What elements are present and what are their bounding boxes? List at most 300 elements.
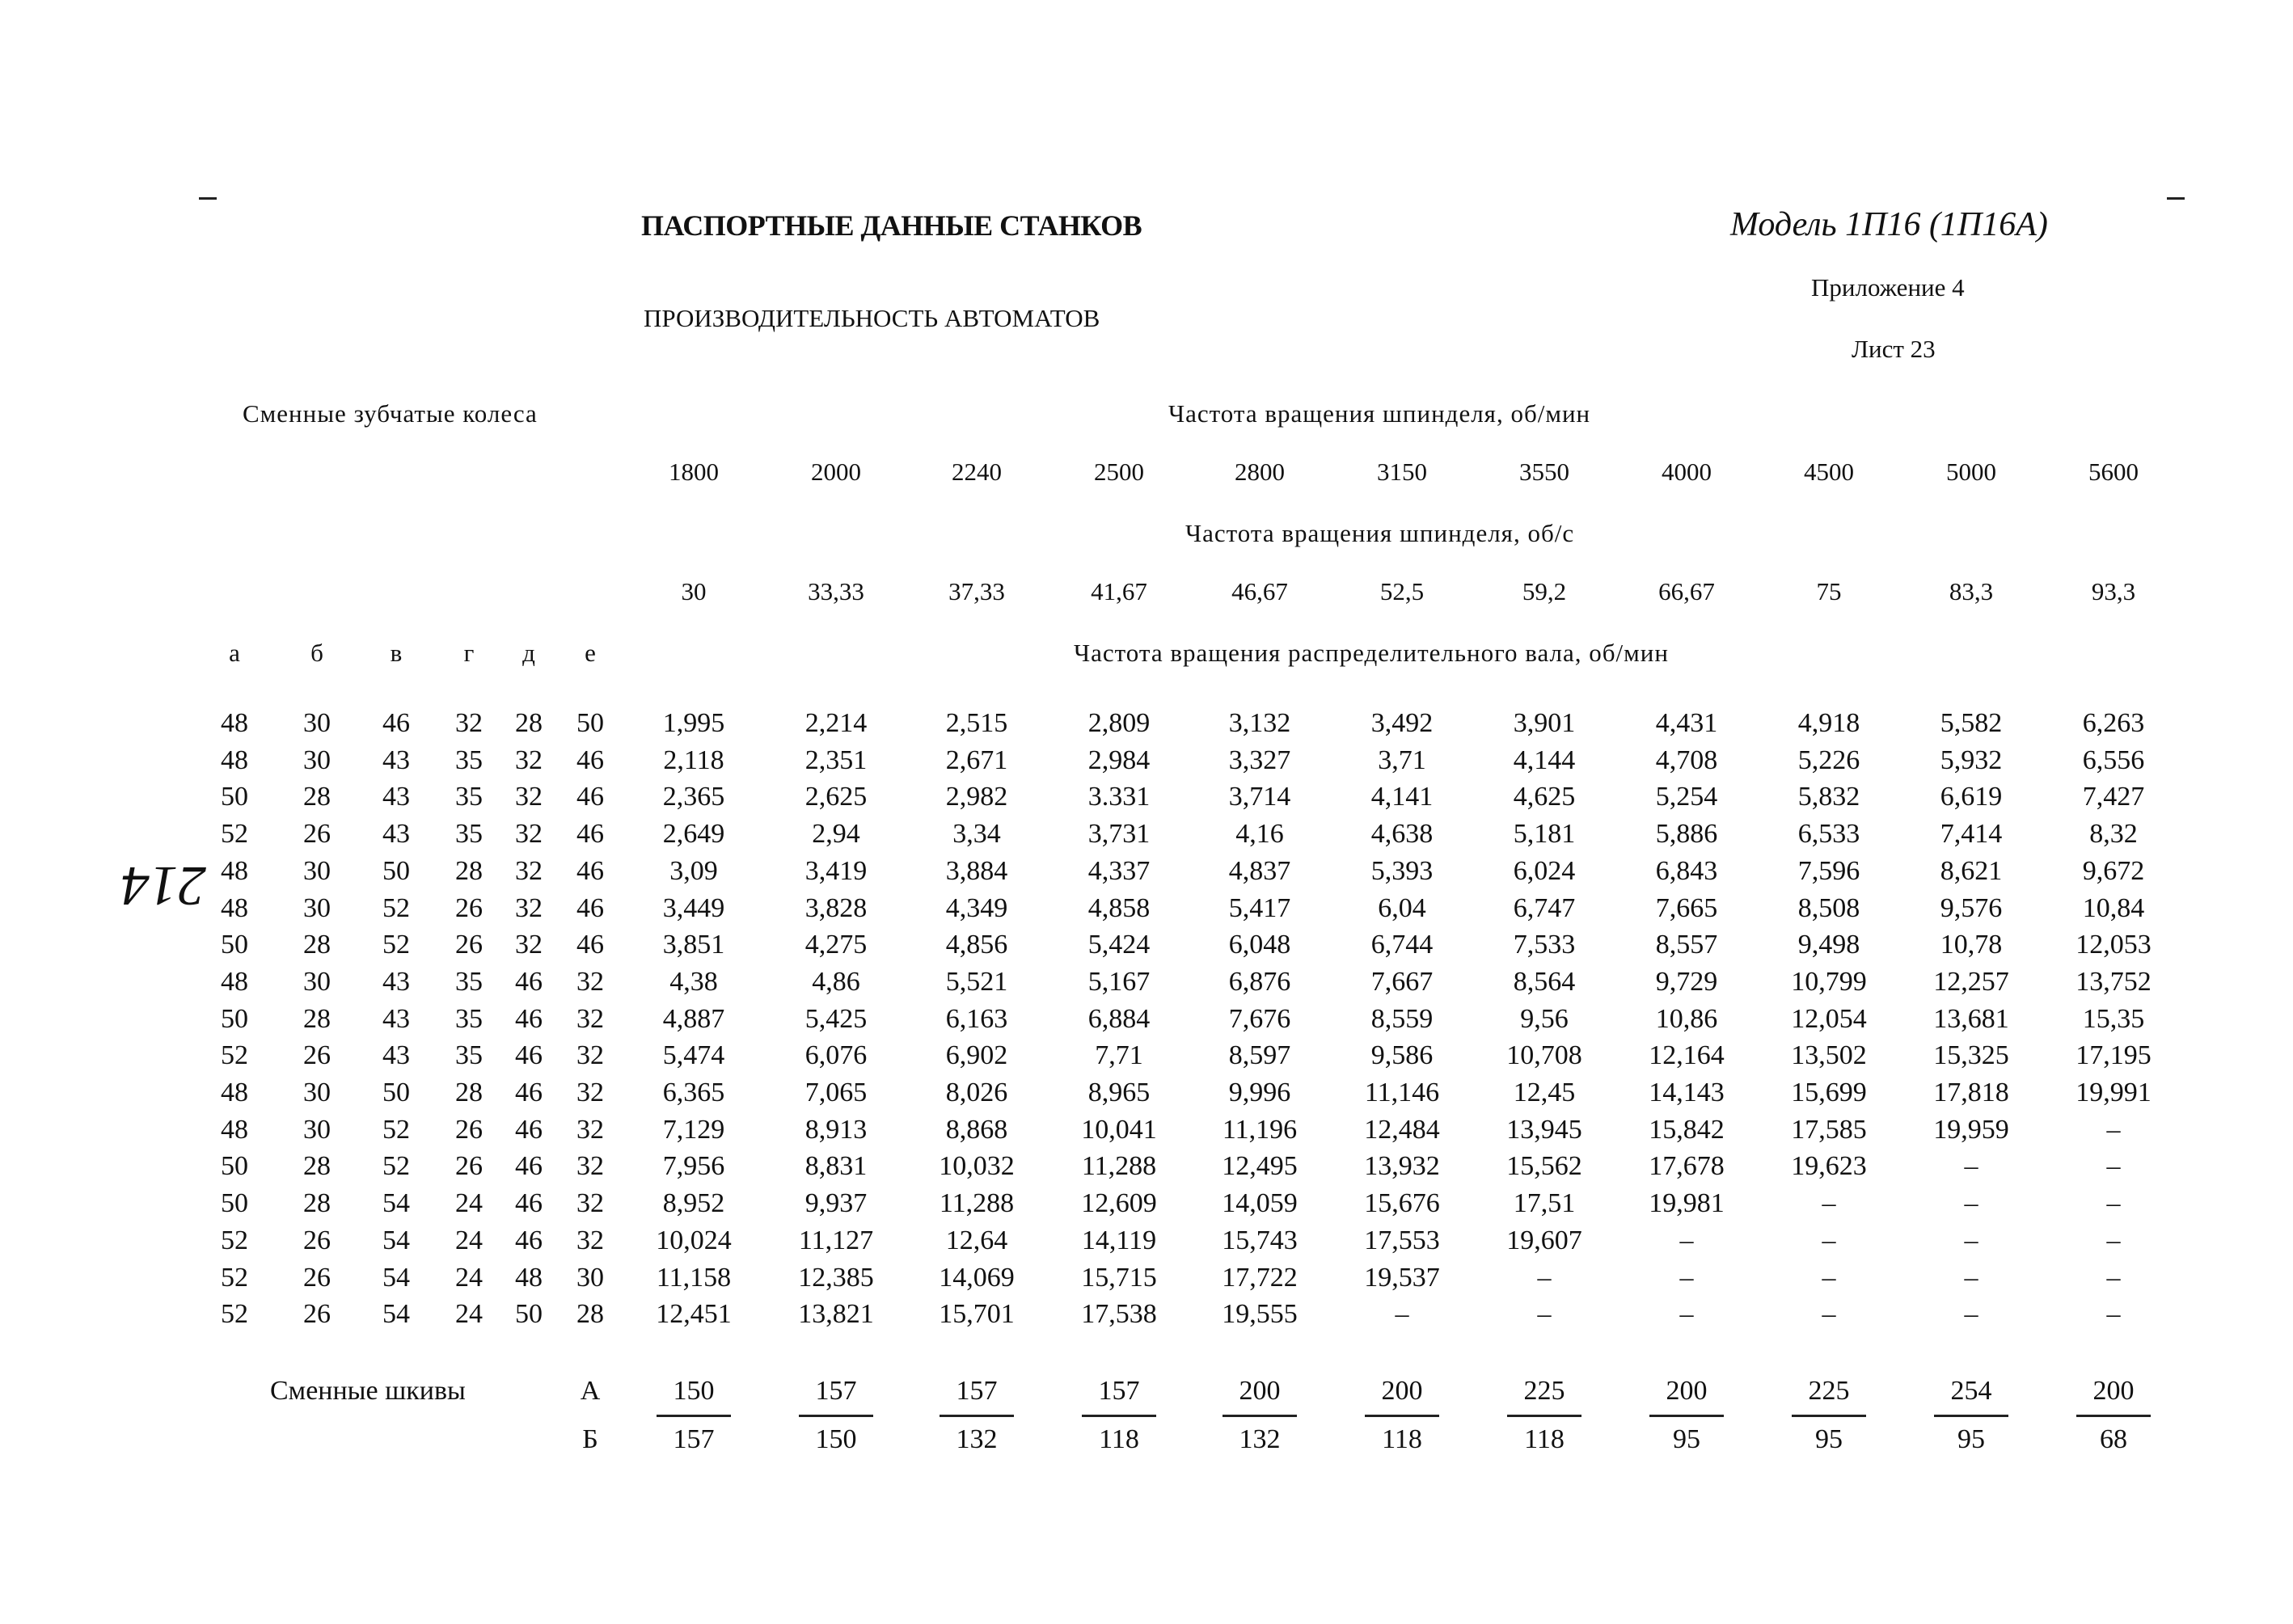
value-cell: 2,118 [663,745,724,775]
value-cell: – [1679,1299,1694,1329]
pulley-b-value: 118 [1524,1424,1565,1454]
pulley-b-value: 150 [815,1424,857,1454]
value-cell: 12,054 [1791,1004,1867,1034]
gear-cell: 46 [382,708,410,738]
pulley-fraction-line [1792,1415,1866,1417]
gear-cell: 50 [515,1299,543,1329]
gear-cell: 28 [455,1078,483,1107]
rps-value: 66,67 [1658,577,1715,605]
gear-cell: 26 [455,930,483,960]
gear-label: а [229,639,240,667]
gear-label: д [522,639,535,667]
value-cell: 3,492 [1370,708,1434,738]
value-cell: 12,164 [1649,1040,1725,1070]
rps-value: 33,33 [808,577,864,605]
gear-cell: 46 [576,856,604,886]
value-cell: 19,959 [1933,1115,2009,1145]
pulley-a-value: 200 [1666,1376,1708,1406]
gear-cell: 30 [303,1115,331,1145]
value-cell: 13,502 [1791,1040,1867,1070]
value-cell: 6,076 [804,1040,868,1070]
value-cell: 4,625 [1513,782,1576,812]
value-cell: 8,621 [1940,856,2003,886]
value-cell: 4,38 [669,967,718,997]
value-cell: 15,715 [1081,1263,1157,1293]
gear-cell: 54 [382,1225,410,1255]
value-cell: 5,424 [1087,930,1151,960]
gear-cell: 35 [455,745,483,775]
pulley-a-value: 157 [1098,1376,1140,1406]
rps-value: 37,33 [948,577,1005,605]
rpm-value: 2000 [811,458,861,486]
value-cell: 12,484 [1364,1115,1440,1145]
value-cell: 4,856 [945,930,1008,960]
gear-cell: 30 [303,1078,331,1107]
gear-cell: 43 [382,782,410,812]
value-cell: 6,744 [1370,930,1434,960]
value-cell: 6,843 [1655,856,1718,886]
value-cell: – [1964,1225,1978,1255]
pulley-b-value: 95 [1815,1424,1843,1454]
value-cell: 7,427 [2082,782,2145,812]
value-cell: 9,937 [804,1188,868,1218]
value-cell: 3,884 [945,856,1008,886]
value-cell: 4,708 [1655,745,1718,775]
value-cell: 6,876 [1228,967,1291,997]
rpm-value: 4500 [1804,458,1854,486]
gear-cell: 46 [576,819,604,849]
value-cell: 4,431 [1655,708,1718,738]
value-cell: 8,508 [1797,893,1860,923]
gear-cell: 32 [576,1188,604,1218]
value-cell: 8,026 [945,1078,1008,1107]
value-cell: 5,886 [1655,819,1718,849]
value-cell: 6,902 [945,1040,1008,1070]
value-cell: 3,731 [1087,819,1151,849]
value-cell: 15,325 [1933,1040,2009,1070]
value-cell: 2,625 [804,782,868,812]
value-cell: – [2106,1225,2121,1255]
value-cell: 4,337 [1087,856,1151,886]
gear-cell: 46 [515,1040,543,1070]
rps-value: 41,67 [1091,577,1147,605]
rps-value: 93,3 [2091,577,2136,605]
value-cell: 8,559 [1370,1004,1434,1034]
gear-cell: 48 [221,745,248,775]
value-cell: 7,71 [1095,1040,1143,1070]
value-cell: 7,956 [662,1151,725,1181]
value-cell: 3,449 [662,893,725,923]
gear-cell: 46 [515,1078,543,1107]
gear-cell: 28 [515,708,543,738]
gear-cell: 26 [303,1040,331,1070]
value-cell: 3,327 [1228,745,1291,775]
value-cell: 2,94 [812,819,860,849]
value-cell: 6,556 [2082,745,2145,775]
value-cell: – [1822,1225,1836,1255]
value-cell: 15,35 [2082,1004,2145,1034]
gear-cell: 28 [303,1188,331,1218]
gear-label: б [310,639,323,667]
value-cell: 19,537 [1364,1263,1440,1293]
subtitle: ПРОИЗВОДИТЕЛЬНОСТЬ АВТОМАТОВ [644,304,1100,332]
rps-value: 83,3 [1949,577,1994,605]
value-cell: 6,163 [945,1004,1008,1034]
value-cell: 11,158 [656,1263,732,1293]
value-cell: – [1537,1299,1552,1329]
value-cell: – [2106,1299,2121,1329]
value-cell: 5,393 [1370,856,1434,886]
rps-value: 52,5 [1379,577,1425,605]
pulley-fraction-line [1365,1415,1439,1417]
value-cell: 10,024 [656,1225,732,1255]
gear-cell: 50 [221,930,248,960]
value-cell: 5,181 [1513,819,1576,849]
value-cell: 8,597 [1228,1040,1291,1070]
value-cell: 4,349 [945,893,1008,923]
value-cell: 9,672 [2082,856,2145,886]
value-cell: 19,607 [1506,1225,1582,1255]
value-cell: – [1964,1299,1978,1329]
gear-cell: 32 [515,893,543,923]
value-cell: 7,665 [1655,893,1718,923]
value-cell: 2,515 [945,708,1008,738]
value-cell: 2,982 [945,782,1008,812]
value-cell: 12,385 [798,1263,874,1293]
gear-cell: 46 [515,1115,543,1145]
gear-cell: 52 [382,1115,410,1145]
value-cell: 17,51 [1513,1188,1576,1218]
corner-mark-left [199,197,217,200]
value-cell: 12,053 [2076,930,2152,960]
value-cell: 13,932 [1364,1151,1440,1181]
value-cell: 12,495 [1222,1151,1298,1181]
shaft-header: Частота вращения распределительного вала, об/мин [1074,639,1669,667]
pulley-fraction-line [2076,1415,2151,1417]
value-cell: 17,818 [1933,1078,2009,1107]
value-cell: 2,351 [804,745,868,775]
gear-cell: 46 [515,1188,543,1218]
pulley-a-value: 157 [815,1376,857,1406]
value-cell: – [1822,1188,1836,1218]
appendix-label: Приложение 4 [1811,273,1965,302]
page-title: ПАСПОРТНЫЕ ДАННЫЕ СТАНКОВ [641,209,1142,242]
pulley-fraction-line [1934,1415,2008,1417]
value-cell: 15,842 [1649,1115,1725,1145]
gear-cell: 26 [303,1263,331,1293]
gear-cell: 43 [382,1040,410,1070]
rpm-value: 5600 [2088,458,2139,486]
pulley-b-value: 157 [673,1424,715,1454]
value-cell: 15,701 [939,1299,1015,1329]
value-cell: 11,288 [939,1188,1015,1218]
value-cell: – [1822,1299,1836,1329]
value-cell: 7,129 [662,1115,725,1145]
gear-cell: 46 [576,782,604,812]
gear-cell: 50 [382,1078,410,1107]
gear-cell: 54 [382,1299,410,1329]
value-cell: 4,275 [804,930,868,960]
gear-cell: 28 [576,1299,604,1329]
value-cell: 15,699 [1791,1078,1867,1107]
value-cell: 8,965 [1087,1078,1151,1107]
value-cell: 7,414 [1940,819,2003,849]
gear-cell: 26 [455,893,483,923]
value-cell: 4,918 [1797,708,1860,738]
pulley-b-value: 132 [1239,1424,1281,1454]
value-cell: 8,557 [1655,930,1718,960]
rpm-value: 5000 [1946,458,1996,486]
value-cell: 2,214 [804,708,868,738]
margin-handwritten-number: 214 [121,854,206,917]
pulley-a-value: 254 [1950,1376,1992,1406]
pulley-b-value: 118 [1382,1424,1422,1454]
value-cell: 14,119 [1081,1225,1157,1255]
value-cell: 12,451 [656,1299,732,1329]
value-cell: 14,143 [1649,1078,1725,1107]
gear-cell: 54 [382,1188,410,1218]
gear-cell: 35 [455,967,483,997]
value-cell: 5,254 [1655,782,1718,812]
gear-cell: 52 [221,1040,248,1070]
value-cell: 6,533 [1797,819,1860,849]
value-cell: 15,676 [1364,1188,1440,1218]
gear-cell: 32 [576,1225,604,1255]
gear-cell: 50 [221,1004,248,1034]
value-cell: 17,538 [1081,1299,1157,1329]
value-cell: 13,945 [1506,1115,1582,1145]
value-cell: 8,868 [945,1115,1008,1145]
value-cell: 5,417 [1228,893,1291,923]
gear-cell: 52 [221,819,248,849]
gear-label: е [585,639,596,667]
gear-cell: 26 [303,1299,331,1329]
gear-cell: 43 [382,1004,410,1034]
value-cell: 13,681 [1933,1004,2009,1034]
value-cell: 19,555 [1222,1299,1298,1329]
value-cell: 7,065 [804,1078,868,1107]
value-cell: 7,533 [1513,930,1576,960]
gear-cell: 48 [221,1115,248,1145]
pulley-fraction-line [940,1415,1014,1417]
gear-cell: 28 [303,1004,331,1034]
value-cell: 9,498 [1797,930,1860,960]
value-cell: 1,995 [662,708,725,738]
pulley-a-value: 225 [1808,1376,1850,1406]
value-cell: 5,832 [1797,782,1860,812]
rps-value: 30 [681,577,707,605]
value-cell: 11,146 [1364,1078,1440,1107]
gear-cell: 32 [515,745,543,775]
value-cell: 17,585 [1791,1115,1867,1145]
pulley-label-a: А [580,1376,601,1406]
gear-cell: 32 [515,930,543,960]
value-cell: 2,984 [1087,745,1151,775]
rpm-value: 3550 [1519,458,1569,486]
value-cell: 5,425 [804,1004,868,1034]
value-cell: 9,586 [1370,1040,1434,1070]
value-cell: 10,708 [1506,1040,1582,1070]
gear-cell: 48 [221,967,248,997]
value-cell: 9,996 [1228,1078,1291,1107]
gear-cell: 52 [382,1151,410,1181]
gear-cell: 43 [382,819,410,849]
rpm-value: 1800 [669,458,719,486]
value-cell: 10,032 [939,1151,1015,1181]
value-cell: 3,828 [804,893,868,923]
gear-cell: 48 [515,1263,543,1293]
value-cell: 7,596 [1797,856,1860,886]
value-cell: 4,86 [812,967,860,997]
corner-mark-right [2167,197,2185,200]
value-cell: 11,288 [1081,1151,1157,1181]
value-cell: 10,799 [1791,967,1867,997]
model-label: Модель 1П16 (1П16А) [1730,206,2048,243]
value-cell: 17,553 [1364,1225,1440,1255]
value-cell: – [2106,1151,2121,1181]
value-cell: 6,884 [1087,1004,1151,1034]
gear-cell: 35 [455,1004,483,1034]
gear-cell: 52 [221,1299,248,1329]
value-cell: 17,678 [1649,1151,1725,1181]
value-cell: – [2106,1188,2121,1218]
value-cell: 9,576 [1940,893,2003,923]
gear-cell: 32 [576,1004,604,1034]
value-cell: 2,809 [1087,708,1151,738]
value-cell: – [1679,1263,1694,1293]
rps-value: 46,67 [1231,577,1288,605]
gear-cell: 50 [576,708,604,738]
gear-cell: 24 [455,1225,483,1255]
gear-label: в [390,639,403,667]
value-cell: – [2106,1263,2121,1293]
gear-cell: 30 [303,745,331,775]
gear-cell: 48 [221,708,248,738]
value-cell: 13,821 [798,1299,874,1329]
value-cell: 3.331 [1087,782,1151,812]
pulley-a-value: 157 [956,1376,998,1406]
value-cell: – [1395,1299,1409,1329]
value-cell: 3,419 [804,856,868,886]
pulley-b-value: 95 [1673,1424,1700,1454]
gear-cell: 26 [455,1115,483,1145]
value-cell: 7,676 [1228,1004,1291,1034]
value-cell: 11,196 [1222,1115,1298,1145]
gear-cell: 50 [382,856,410,886]
value-cell: – [1964,1151,1978,1181]
value-cell: 7,667 [1370,967,1434,997]
pulley-label-b: Б [582,1424,598,1454]
gear-cell: 32 [515,782,543,812]
value-cell: – [1537,1263,1552,1293]
gear-cell: 46 [515,1225,543,1255]
gear-cell: 32 [576,967,604,997]
pulley-a-value: 200 [2092,1376,2135,1406]
value-cell: 6,263 [2082,708,2145,738]
value-cell: 3,132 [1228,708,1291,738]
value-cell: 4,638 [1370,819,1434,849]
gear-cell: 54 [382,1263,410,1293]
pulley-fraction-line [1082,1415,1156,1417]
gear-cell: 46 [515,1151,543,1181]
gear-cell: 52 [221,1263,248,1293]
value-cell: 12,609 [1081,1188,1157,1218]
gear-cell: 30 [303,893,331,923]
gear-cell: 26 [303,819,331,849]
value-cell: 3,851 [662,930,725,960]
value-cell: 3,901 [1513,708,1576,738]
value-cell: 5,474 [662,1040,725,1070]
gear-cell: 32 [515,856,543,886]
value-cell: 6,024 [1513,856,1576,886]
value-cell: 5,167 [1087,967,1151,997]
gear-cell: 48 [221,856,248,886]
gear-cell: 50 [221,1151,248,1181]
value-cell: 19,991 [2076,1078,2152,1107]
value-cell: 3,714 [1228,782,1291,812]
pulley-fraction-line [1507,1415,1581,1417]
value-cell: 8,32 [2089,819,2138,849]
value-cell: – [1822,1263,1836,1293]
value-cell: 5,521 [945,967,1008,997]
rps-value: 59,2 [1522,577,1567,605]
pulley-a-value: 150 [673,1376,715,1406]
pulley-b-value: 118 [1099,1424,1139,1454]
gear-cell: 46 [515,1004,543,1034]
rpm-value: 4000 [1662,458,1712,486]
sheet-label: Лист 23 [1852,335,1936,363]
gear-cell: 28 [455,856,483,886]
rps-header: Частота вращения шпинделя, об/с [1185,519,1575,547]
value-cell: 17,195 [2076,1040,2152,1070]
value-cell: 9,729 [1655,967,1718,997]
gear-cell: 32 [515,819,543,849]
value-cell: 3,34 [952,819,1001,849]
value-cell: 4,858 [1087,893,1151,923]
value-cell: 6,747 [1513,893,1576,923]
gear-cell: 24 [455,1263,483,1293]
pulley-b-value: 68 [2100,1424,2127,1454]
value-cell: 10,84 [2082,893,2145,923]
gear-cell: 35 [455,819,483,849]
value-cell: 6,365 [662,1078,725,1107]
gear-cell: 32 [455,708,483,738]
value-cell: – [2106,1115,2121,1145]
rpm-header: Частота вращения шпинделя, об/мин [1168,399,1591,428]
value-cell: 9,56 [1520,1004,1569,1034]
value-cell: 10,78 [1940,930,2003,960]
value-cell: 13,752 [2076,967,2152,997]
pulley-a-value: 225 [1523,1376,1565,1406]
value-cell: 14,059 [1222,1188,1298,1218]
gear-cell: 35 [455,782,483,812]
gear-cell: 24 [455,1188,483,1218]
gear-cell: 43 [382,967,410,997]
rpm-value: 2500 [1094,458,1144,486]
gear-cell: 28 [303,782,331,812]
gear-cell: 30 [303,708,331,738]
gear-cell: 46 [576,930,604,960]
gear-label: г [463,639,475,667]
gear-cell: 48 [221,1078,248,1107]
gear-cell: 30 [576,1263,604,1293]
pulley-b-value: 95 [1957,1424,1985,1454]
gear-cell: 52 [382,893,410,923]
value-cell: 8,913 [804,1115,868,1145]
gear-cell: 50 [221,782,248,812]
pulley-a-value: 200 [1239,1376,1281,1406]
value-cell: 19,623 [1791,1151,1867,1181]
